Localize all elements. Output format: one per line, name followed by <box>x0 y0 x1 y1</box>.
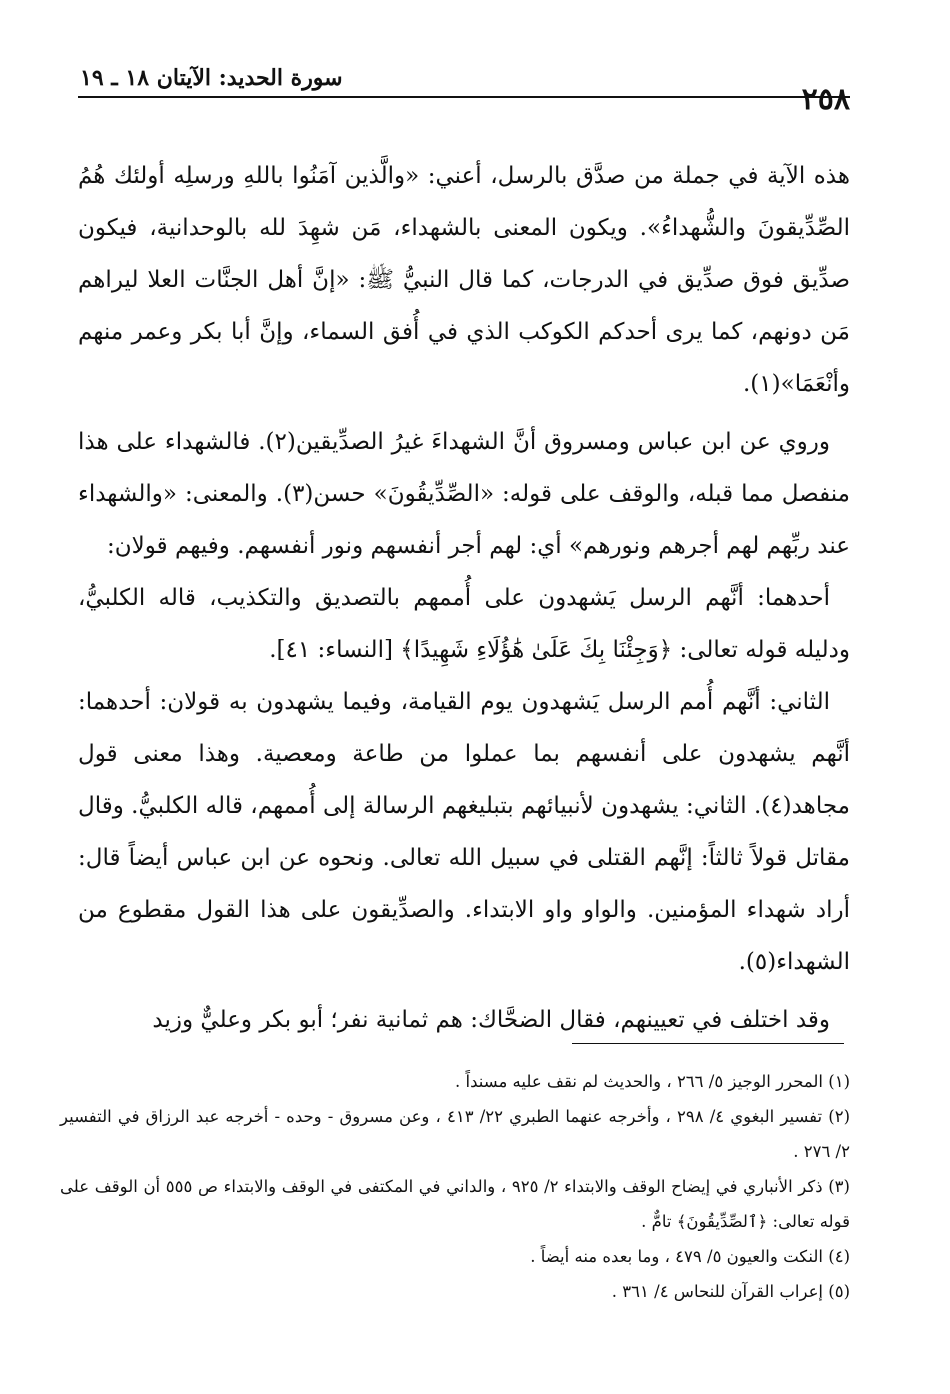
paragraph: أحدهما: أنَّهم الرسل يَشهدون على أُممهم بالتصديق والتكذيب، قاله الكلبيُّ، ودليله قوله تعالى: ﴿وَجِئْنَا بِكَ عَلَىٰ هَٰؤُلَاءِ شَهِيدًا﴾ [النساء: ٤١]. <box>78 585 850 663</box>
header-divider <box>78 96 850 98</box>
paragraph: وقد اختلف في تعيينهم، فقال الضحَّاك: هم ثمانية نفر؛ أبو بكر وعليٌّ وزيد <box>152 1007 830 1033</box>
running-title: سورة الحديد: الآيتان ١٨ ـ ١٩ <box>80 65 343 91</box>
page-number: ٢٥٨ <box>801 82 850 117</box>
footnote: (٢) تفسير البغوي ٤/ ٢٩٨ ، وأخرجه عنهما الطبري ٢٢/ ٤١٣ ، وعن مسروق - وحده - أخرجه عبد الرزاق في التفسير ٢/ ٢٧٦ . <box>60 1107 850 1161</box>
paragraph: الثاني: أنَّهم أُمم الرسل يَشهدون يوم القيامة، وفيما يشهدون به قولان: أحدهما: أنَّهم يشهدون على أنفسهم بما عملوا من طاعة ومعصية. وهذا معنى قول مجاهد(٤). الثاني: يشهدون لأنبيائهم بتبليغهم الرسالة إلى أُممهم، قاله الكلبيُّ. وقال مقاتل قولاً ثالثاً: إنَّهم القتلى في سبيل الله تعالى. ونحوه عن ابن عباس أيضاً قال: أراد شهداء المؤمنين. والواو واو الابتداء. والصدِّيقون على هذا القول مقطوع من الشهداء(٥). <box>78 689 850 975</box>
footnote-divider <box>572 1043 844 1044</box>
footnote: (٥) إعراب القرآن للنحاس ٤/ ٣٦١ . <box>611 1282 850 1301</box>
footnotes <box>60 1064 850 1309</box>
paragraph: هذه الآية في جملة من صدَّق بالرسل، أعني: «والَّذين آمَنُوا باللهِ ورسلِه أولئك هُمُ الصِّدِّيقونَ والشُّهداءُ». ويكون المعنى بالشهداء، مَن شهِدَ لله بالوحدانية، فيكون صدِّيق فوق صدِّيق في الدرجات، كما قال النبيُّ ﷺ: «إنَّ أهل الجنَّات العلا ليراهم مَن دونهم، كما يرى أحدكم الكوكب الذي في أُفق السماء، وإنَّ أبا بكر وعمر منهم وأنْعَمَا»(١). <box>78 163 850 397</box>
footnote: (٣) ذكر الأنباري في إيضاح الوقف والابتداء ٢/ ٩٢٥ ، والداني في المكتفى في الوقف والابتداء ص ٥٥٥ أن الوقف على قوله تعالى: ﴿ٱلصِّدِّيقُونَ﴾ تامٌّ . <box>60 1177 850 1231</box>
page-header <box>78 62 850 122</box>
footnote: (٤) النكت والعيون ٥/ ٤٧٩ ، وما بعده منه أيضاً . <box>530 1247 850 1266</box>
footnote: (١) المحرر الوجيز ٥/ ٢٦٦ ، والحديث لم نقف عليه مسنداً . <box>455 1072 850 1091</box>
main-text <box>78 150 850 1046</box>
paragraph: وروي عن ابن عباس ومسروق أنَّ الشهداءَ غيرُ الصدِّيقين(٢). فالشهداء على هذا منفصل مما قبله، والوقف على قوله: «الصِّدِّيقُونَ» حسن(٣). والمعنى: «والشهداء عند ربِّهم لهم أجرهم ونورهم» أي: لهم أجر أنفسهم ونور أنفسهم. وفيهم قولان: <box>78 429 850 559</box>
